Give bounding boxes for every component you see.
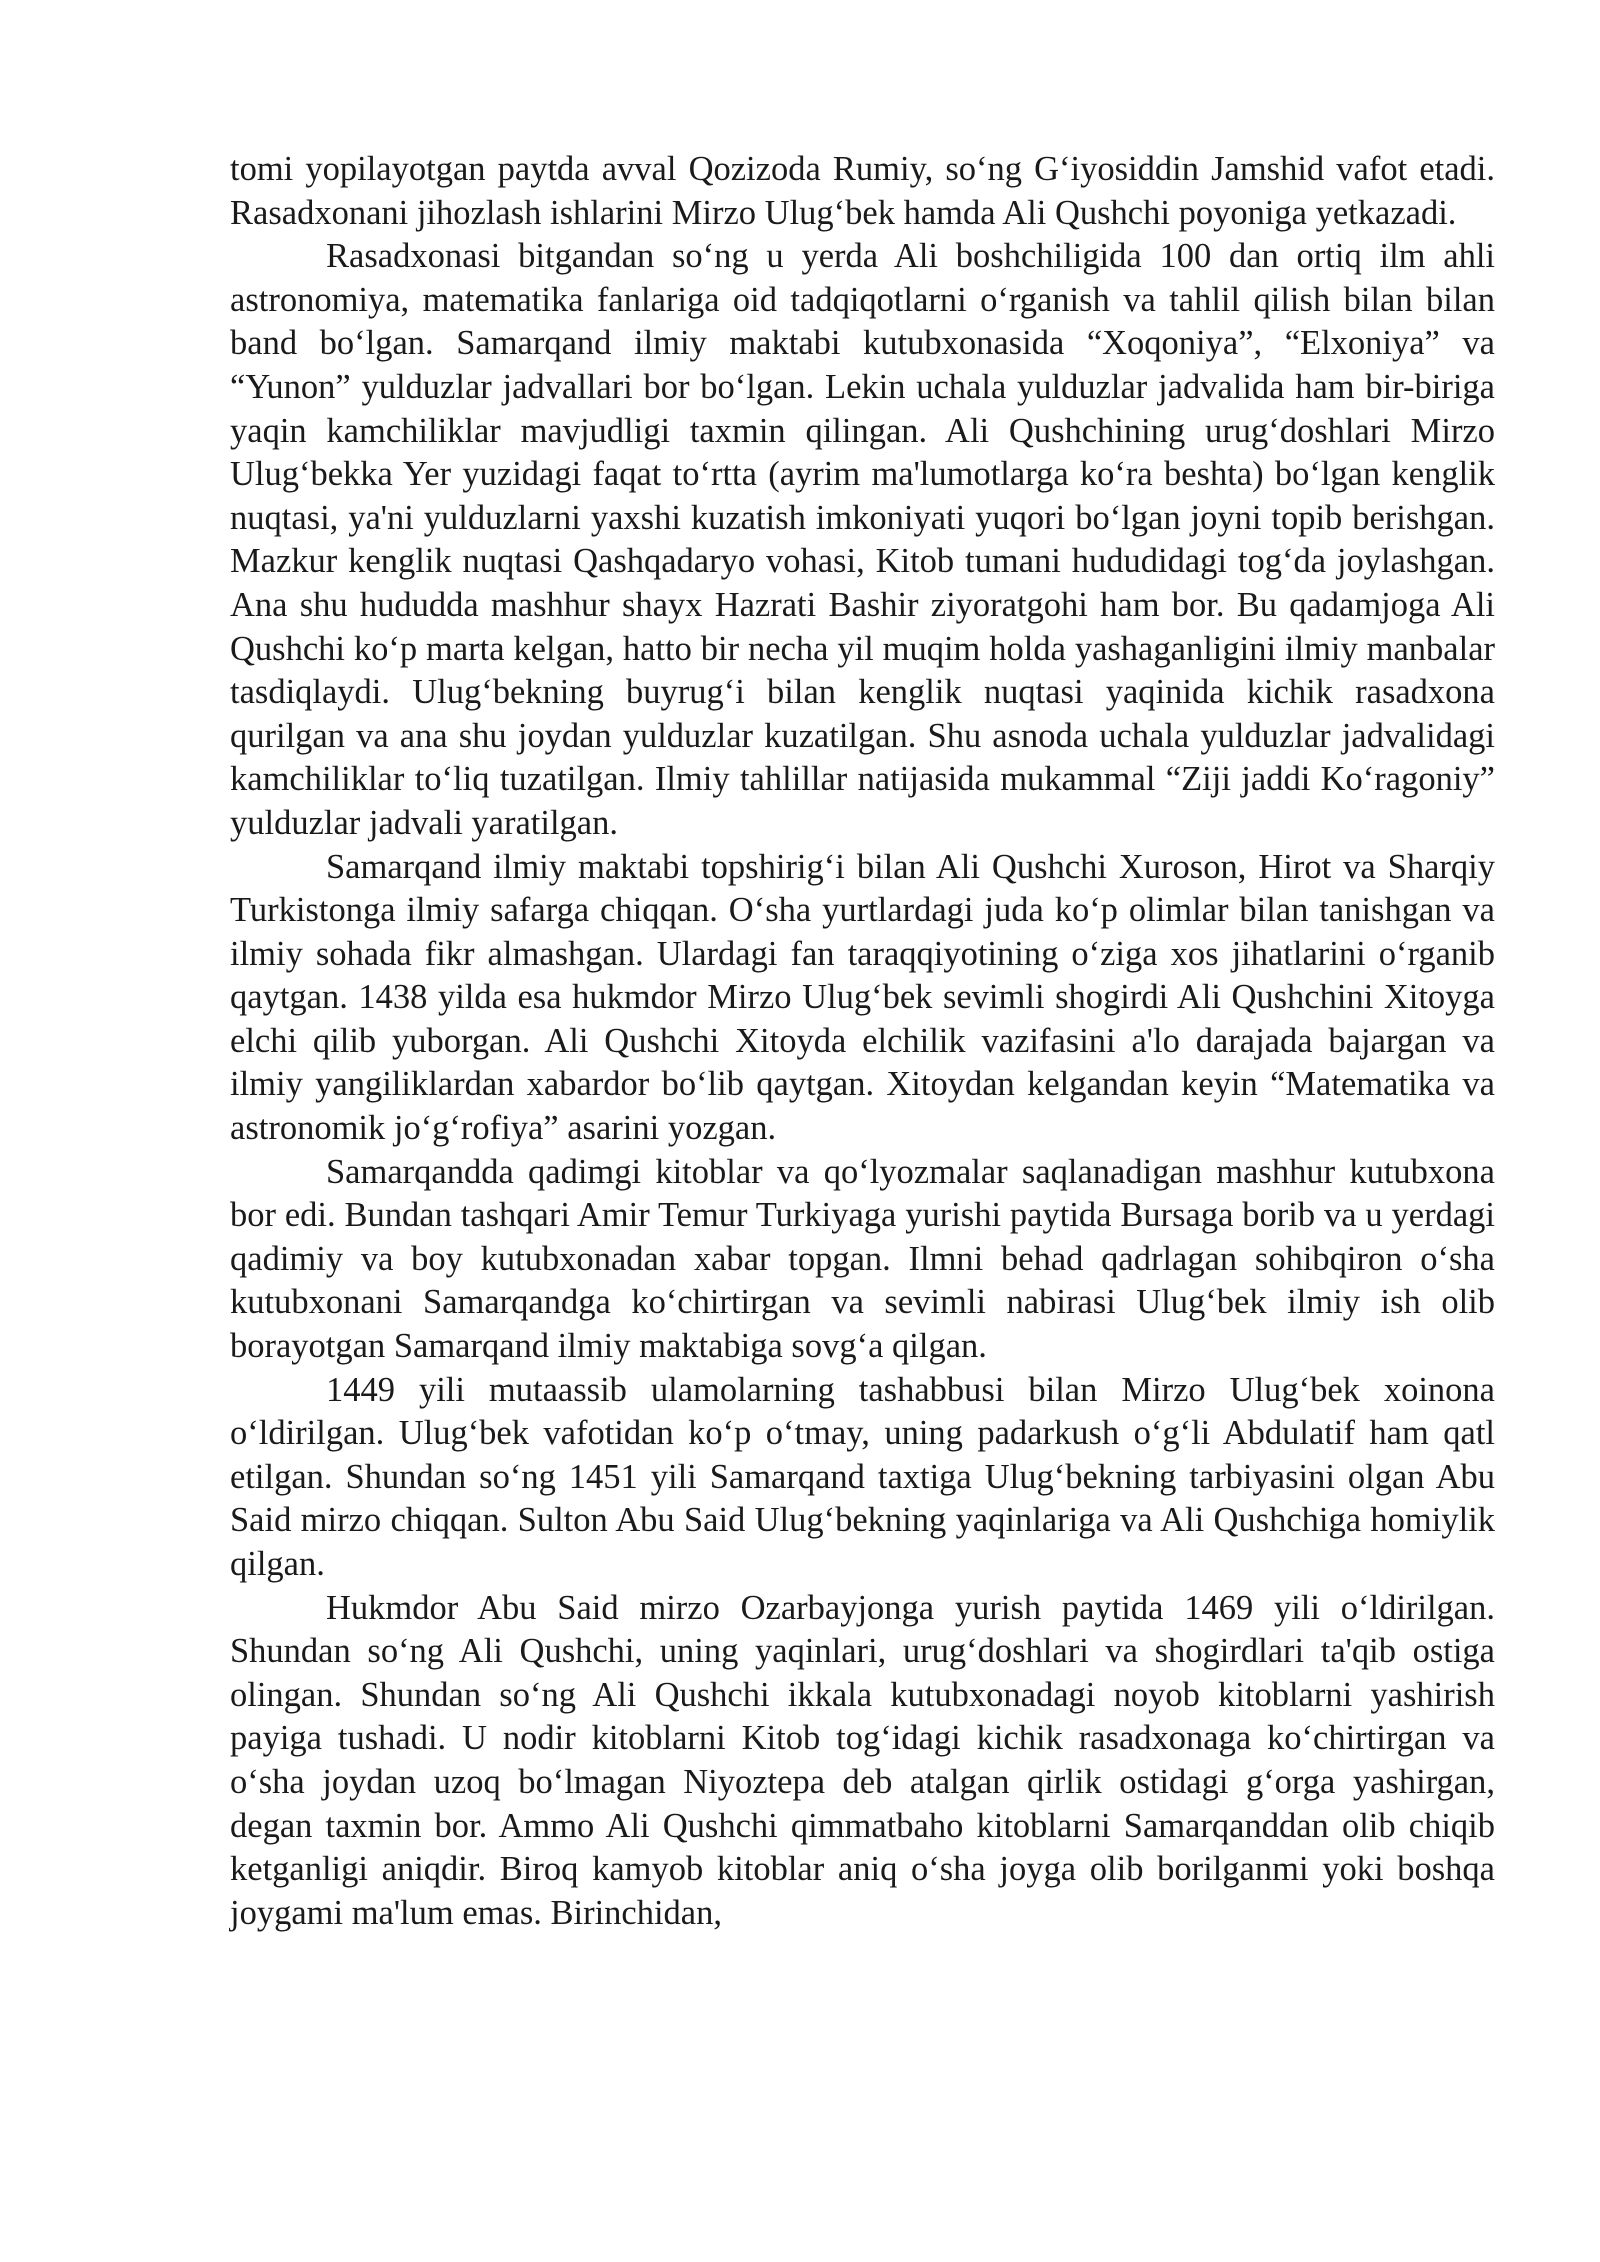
- paragraph-1449: 1449 yili mutaassib ulamolarning tashabbusi bilan Mirzo Ulug‘bek xoinona o‘ldirilgan. Ulug‘bek vafotidan ko‘p o‘tmay, uning padarkush o‘g‘li Abdulatif ham qatl etilgan. Shundan so‘ng 1451 yili Samarqand taxtiga Ulug‘bekning tarbiyasini olgan Abu Said mirzo chiqqan. Sulton Abu Said Ulug‘bekning yaqinlariga va Ali Qushchiga homiylik qilgan.: [230, 1370, 1495, 1583]
- paragraph-continuation: tomi yopilayotgan paytda avval Qozizoda Rumiy, so‘ng G‘iyosiddin Jamshid vafot etadi. Rasadxonani jihozlash ishlarini Mirzo Ulug‘bek hamda Ali Qushchi poyoniga yetkazadi.: [230, 150, 1495, 232]
- paragraph-observatory: Rasadxonasi bitgandan so‘ng u yerda Ali boshchiligida 100 dan ortiq ilm ahli astronomiya, matematika fanlariga oid tadqiqotlarni o‘rganish va tahlil qilish bilan bilan band bo‘lgan. Samarqand ilmiy maktabi kutubxonasida “Xoqoniya”, “Elxoniya” va “Yunon” yulduzlar jadvallari bor bo‘lgan. Lekin uchala yulduzlar jadvalida ham bir-biriga yaqin kamchiliklar mavjudligi taxmin qilingan. Ali Qushchining urug‘doshlari Mirzo Ulug‘bekka Yer yuzidagi faqat to‘rtta (ayrim ma'lumotlarga ko‘ra beshta) bo‘lgan kenglik nuqtasi, ya'ni yulduzlarni yaxshi kuzatish imkoniyati yuqori bo‘lgan joyni topib berishgan. Mazkur kenglik nuqtasi Qashqadaryo vohasi, Kitob tumani hududidagi tog‘da joylashgan. Ana shu hududda mashhur shayx Hazrati Bashir ziyoratgohi ham bor. Bu qadamjoga Ali Qushchi ko‘p marta kelgan, hatto bir necha yil muqim holda yashaganligini ilmiy manbalar tasdiqlaydi. Ulug‘bekning buyrug‘i bilan kenglik nuqtasi yaqinida kichik rasadxona qurilgan va ana shu joydan yulduzlar kuzatilgan. Shu asnoda uchala yulduzlar jadvalidagi kamchiliklar to‘liq tuzatilgan. Ilmiy tahlillar natijasida mukammal “Ziji jaddi Ko‘ragoniy” yulduzlar jadvali yaratilgan.: [230, 237, 1495, 842]
- paragraph-travels: Samarqand ilmiy maktabi topshirig‘i bilan Ali Qushchi Xuroson, Hirot va Sharqiy Turkistonga ilmiy safarga chiqqan. O‘sha yurtlardagi juda ko‘p olimlar bilan tanishgan va ilmiy sohada fikr almashgan. Ulardagi fan taraqqiyotining o‘ziga xos jihatlarini o‘rganib qaytgan. 1438 yilda esa hukmdor Mirzo Ulug‘bek sevimli shogirdi Ali Qushchini Xitoyga elchi qilib yuborgan. Ali Qushchi Xitoyda elchilik vazifasini a'lo darajada bajargan va ilmiy yangiliklardan xabardor bo‘lib qaytgan. Xitoydan kelgandan keyin “Matematika va astronomik jo‘g‘rofiya” asarini yozgan.: [230, 847, 1495, 1148]
- paragraph-hidden-books: Hukmdor Abu Said mirzo Ozarbayjonga yurish paytida 1469 yili o‘ldirilgan. Shundan so‘ng Ali Qushchi, uning yaqinlari, urug‘doshlari va shogirdlari ta'qib ostiga olingan. Shundan so‘ng Ali Qushchi ikkala kutubxonadagi noyob kitoblarni yashirish payiga tushadi. U nodir kitoblarni Kitob tog‘idagi kichik rasadxonaga ko‘chirtirgan va o‘sha joydan uzoq bo‘lmagan Niyoztepa deb atalgan qirlik ostidagi g‘orga yashirgan, degan taxmin bor. Ammo Ali Qushchi qimmatbaho kitoblarni Samarqanddan olib chiqib ketganligi aniqdir. Biroq kamyob kitoblar aniq o‘sha joyga olib borilganmi yoki boshqa joygami ma'lum emas. Birinchidan,: [230, 1588, 1495, 1932]
- document-page: [230, 148, 1495, 1935]
- paragraph-library: Samarqandda qadimgi kitoblar va qo‘lyozmalar saqlanadigan mashhur kutubxona bor edi. Bundan tashqari Amir Temur Turkiyaga yurishi paytida Bursaga borib va u yerdagi qadimiy va boy kutubxonadan xabar topgan. Ilmni behad qadrlagan sohibqiron o‘sha kutubxonani Samarqandga ko‘chirtirgan va sevimli nabirasi Ulug‘bek ilmiy ish olib borayotgan Samarqand ilmiy maktabiga sovg‘a qilgan.: [230, 1152, 1495, 1366]
